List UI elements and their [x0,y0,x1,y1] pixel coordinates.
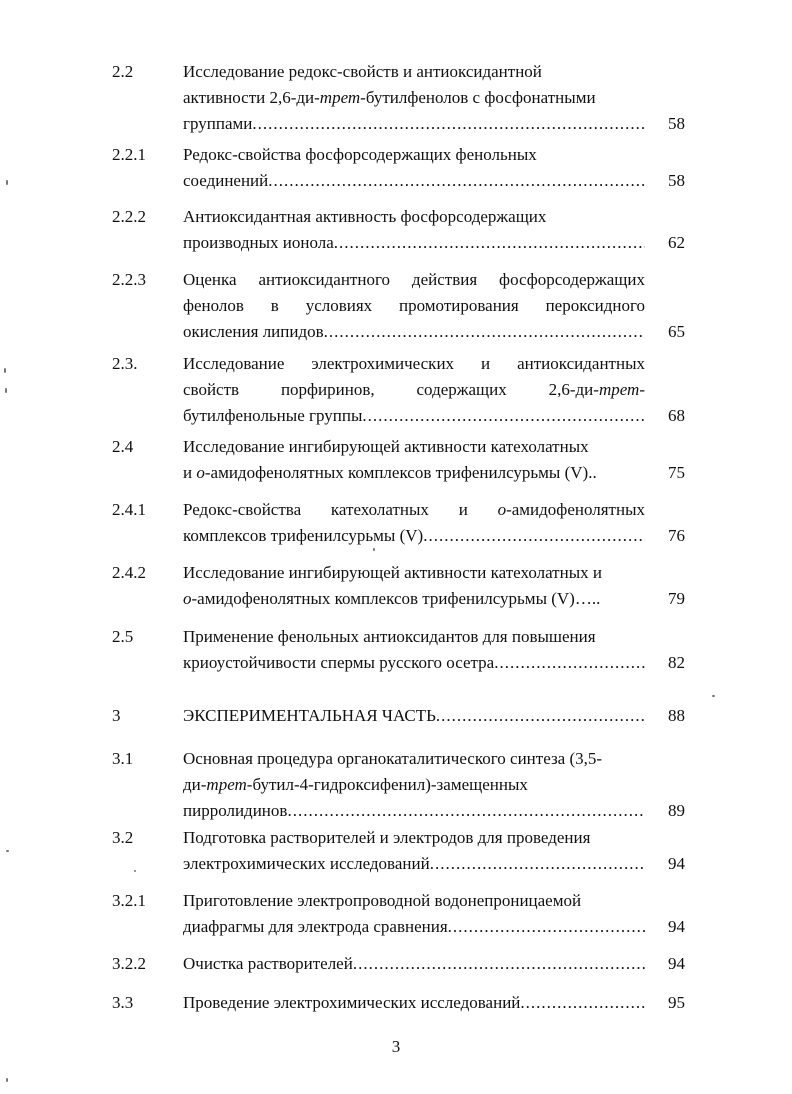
toc-title-run: комплексов трифенилсурьмы (V) [183,526,424,545]
toc-title-run: Оценка антиоксидантного действия фосфорсодержащих [183,270,645,289]
toc-entry-number: 2.5 [112,627,134,646]
toc-title-italic-run: о [183,589,192,608]
toc-title-run: Антиоксидантная активность фосфорсодержащих [183,207,547,226]
toc-title-run: -амидофенолятных [506,500,645,519]
toc-entry-title [183,59,645,137]
toc-title-run: Исследование ингибирующей активности катехолатных [183,437,589,456]
toc-entry-title [183,267,645,345]
toc-title-line [183,497,645,523]
toc-title-line [183,772,645,798]
toc-entry-title [183,746,645,824]
toc-title-run: Исследование электрохимических и антиоксидантных [183,354,645,373]
toc-title-run: фенолов в условиях промотирования пероксидного [183,296,645,315]
toc-entry-number: 2.2.1 [112,145,146,164]
scan-speck [4,368,6,373]
dot-leader [287,798,645,824]
toc-entry-title [183,497,645,549]
dot-leader [430,851,645,877]
toc-entry-title [183,624,645,676]
toc-title-line [183,319,645,345]
toc-entry-number: 3.2 [112,828,134,847]
toc-title-line [183,168,645,194]
toc-entry-number: 2.2.2 [112,207,146,226]
toc-entry-number: 2.4.2 [112,563,146,582]
toc-title-run: ЭКСПЕРИМЕНТАЛЬНАЯ ЧАСТЬ [183,706,436,725]
toc-entry-title [183,351,645,429]
toc-title-line [183,351,645,377]
toc-entry-page: 58 [668,171,685,190]
toc-entry-number: 3.2.2 [112,954,146,973]
toc-title-line [183,230,645,256]
toc-entry-page: 88 [668,706,685,725]
dot-leader [324,319,645,345]
toc-title-line [183,586,645,612]
toc-entry-page: 94 [668,954,685,973]
toc-title-run: криоустойчивости спермы русского осетра [183,653,495,672]
toc-title-line [183,267,645,293]
toc-title-line [183,560,645,586]
toc-entry-title [183,990,645,1016]
toc-title-run: производных ионола [183,233,334,252]
toc-title-line [183,204,645,230]
toc-title-run: -бутил-4-гидроксифенил)-замещенных [246,775,528,794]
toc-entry-page: 75 [668,463,685,482]
toc-entry-page: 89 [668,801,685,820]
toc-title-run: Исследование ингибирующей активности катехолатных и [183,563,602,582]
toc-title-run: группами [183,114,253,133]
toc-title-line [183,624,645,650]
toc-entry-number: 2.4 [112,437,134,456]
toc-entry-number: 2.3. [112,354,138,373]
toc-entry-page: 76 [668,526,685,545]
toc-entry-page: 82 [668,653,685,672]
toc-title-line [183,85,645,111]
toc-title-run: Редокс-свойства фосфорсодержащих фенольных [183,145,537,164]
dot-leader [436,703,645,729]
toc-title-run: и [183,463,197,482]
toc-entry-page: 62 [668,233,685,252]
toc-title-italic-run: трет [319,88,361,107]
toc-title-run: Исследование редокс-свойств и антиоксидантной [183,62,542,81]
toc-title-line [183,650,645,676]
toc-title-line [183,523,645,549]
dot-leader [520,990,645,1016]
toc-entry-page: 94 [668,917,685,936]
toc-title-run: активности 2,6-ди- [183,88,320,107]
toc-title-line [183,403,645,429]
scan-speck [5,388,7,393]
toc-entry-page: 79 [668,589,685,608]
toc-entry-title [183,204,645,256]
toc-title-line [183,914,645,940]
scan-speck [712,695,715,697]
toc-title-run: соединений [183,171,269,190]
dot-leader [494,650,645,676]
toc-title-run: Редокс-свойства катехолатных и [183,500,498,519]
scan-speck [6,1078,8,1082]
toc-title-line [183,434,645,460]
toc-title-run: Приготовление электропроводной водонепроницаемой [183,891,582,910]
toc-title-run: ди- [183,775,207,794]
toc-entry-number: 3.3 [112,993,134,1012]
dot-leader [252,111,645,137]
toc-title-line [183,798,645,824]
toc-entry-title [183,825,645,877]
toc-title-line [183,460,645,486]
toc-entry-number: 3.1 [112,749,134,768]
toc-entry-number: 2.4.1 [112,500,146,519]
toc-title-run: Применение фенольных антиоксидантов для повышения [183,627,596,646]
toc-title-run: электрохимических исследований [183,854,430,873]
toc-title-line [183,59,645,85]
scan-speck [6,180,8,185]
toc-title-line [183,825,645,851]
dot-leader [268,168,645,194]
toc-entry-title [183,434,645,486]
toc-title-italic-run: о [497,500,507,519]
toc-title-run: пирролидинов [183,801,288,820]
toc-title-run: Основная процедура органокаталитического синтеза (3,5- [183,749,603,768]
dot-leader [423,523,645,549]
toc-title-run: -амидофенолятных комплексов трифенилсурьмы (V)….. [191,589,601,608]
toc-title-line [183,377,645,403]
toc-entry-number: 3.2.1 [112,891,146,910]
toc-entry-page: 65 [668,322,685,341]
toc-entry-title [183,142,645,194]
toc-title-run: Очистка растворителей [183,954,353,973]
toc-entry-page: 68 [668,406,685,425]
toc-title-run: диафрагмы для электрода сравнения [183,917,448,936]
toc-title-run: - [639,380,645,399]
toc-title-line [183,746,645,772]
dot-leader [334,230,645,256]
page-number: 3 [391,1037,401,1056]
toc-title-run: Подготовка растворителей и электродов для проведения [183,828,591,847]
toc-title-italic-run: о [196,463,205,482]
toc-entry-title [183,951,645,977]
toc-entry-page: 58 [668,114,685,133]
toc-entry-title [183,703,645,729]
toc-title-line [183,888,645,914]
scan-speck [373,548,375,551]
toc-title-line [183,111,645,137]
toc-title-run: окисления липидов [183,322,324,341]
toc-entry-number: 2.2 [112,62,134,81]
scan-speck [134,870,136,872]
toc-title-line [183,990,645,1016]
toc-entry-number: 2.2.3 [112,270,146,289]
toc-entry-page: 95 [668,993,685,1012]
toc-title-line [183,703,645,729]
dot-leader [362,403,645,429]
toc-entry-number: 3 [112,706,121,725]
toc-title-run: бутилфенольные группы [183,406,363,425]
toc-title-italic-run: трет [206,775,247,794]
toc-entry-title [183,888,645,940]
toc-title-run: -амидофенолятных комплексов трифенилсурьмы (V).. [204,463,597,482]
toc-title-italic-run: трет [598,380,640,399]
toc-title-run: Проведение электрохимических исследований [183,993,521,1012]
toc-title-line [183,851,645,877]
toc-entry-title [183,560,645,612]
toc-entry-page: 94 [668,854,685,873]
toc-title-line [183,142,645,168]
dot-leader [448,914,645,940]
toc-title-line [183,293,645,319]
dot-leader [353,951,645,977]
toc-title-run: свойств порфиринов, содержащих 2,6-ди- [183,380,599,399]
toc-title-line [183,951,645,977]
scan-speck [6,850,9,852]
toc-title-run: -бутилфенолов с фосфонатными [360,88,596,107]
